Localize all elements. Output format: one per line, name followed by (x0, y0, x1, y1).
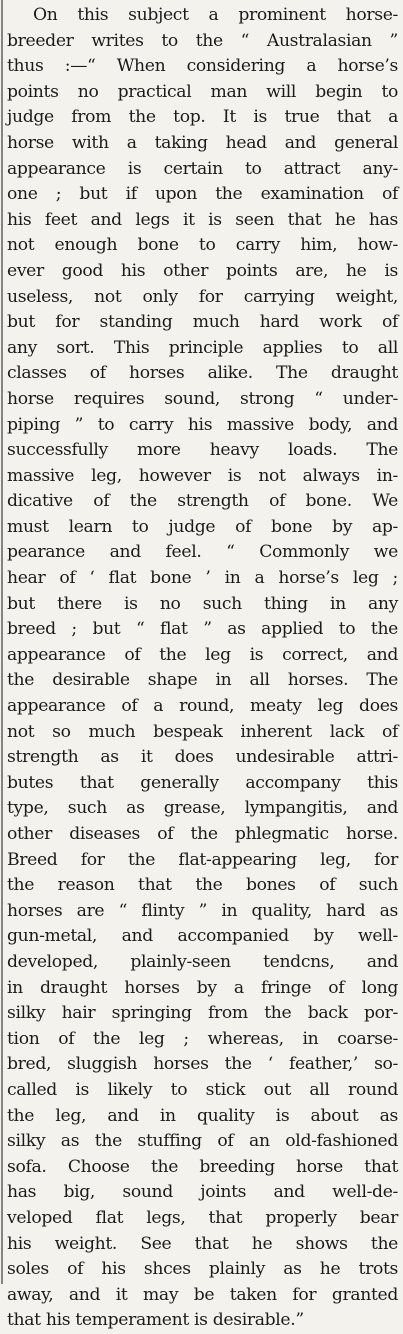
article-line: breed ; but “ flat ” as applied to the (7, 619, 398, 640)
article-line: not so much bespeak inherent lack of (7, 721, 398, 742)
article-line: strength as it does undesirable attri- (7, 747, 398, 768)
article-line: On this subject a prominent horse- (33, 5, 398, 25)
article-line: thus :—“ When considering a horse’s (7, 56, 398, 77)
article-line: massive leg, however is not always in- (7, 465, 398, 486)
article-line: classes of horses alike. The draught (7, 363, 398, 384)
article-line: the desirable shape in all horses. The (7, 670, 398, 691)
article-line: other diseases of the phlegmatic horse. (7, 824, 398, 844)
article-line: dicative of the strength of bone. We (7, 491, 398, 512)
article-line: veloped flat legs, that properly bear (7, 1207, 398, 1228)
article-line: bred, sluggish horses the ‘ feather,’ so- (7, 1054, 398, 1075)
article-line: but for standing much hard work of (7, 312, 398, 333)
article-line: horse requires sound, strong “ under- (7, 388, 398, 409)
article-line: away, and it may be taken for granted (7, 1284, 398, 1305)
article-line: in draught horses by a fringe of long (7, 977, 398, 998)
article-line: that his temperament is desirable.” (7, 1310, 304, 1331)
article-line: judge from the top. It is true that a (7, 107, 398, 128)
article-line: horse with a taking head and general (7, 132, 398, 153)
article-line: has big, sound joints and well-de- (7, 1182, 398, 1203)
article-line: piping ” to carry his massive body, and (7, 414, 398, 435)
article-line: silky hair springing from the back por- (7, 1003, 398, 1024)
article-line: type, such as grease, lympangitis, and (7, 798, 398, 819)
article-line: appearance is certain to attract any- (7, 158, 398, 179)
article-line: any sort. This principle applies to all (7, 337, 398, 358)
article-line: hear of ‘ flat bone ’ in a horse’s leg ; (7, 568, 398, 589)
article-line: gun-metal, and accompanied by well- (7, 926, 398, 947)
article-line: pearance and feel. “ Commonly we (7, 542, 398, 563)
article-line: successfully more heavy loads. The (7, 440, 398, 461)
article-line: his feet and legs it is seen that he has (7, 209, 398, 230)
article-line: silky as the stuffing of an old-fashioned (7, 1131, 398, 1152)
article-line: ever good his other points are, he is (7, 260, 398, 281)
article-line: called is likely to stick out all round (7, 1079, 398, 1100)
article-line: the reason that the bones of such (7, 875, 398, 896)
article-line: butes that generally accompany this (7, 772, 398, 793)
article-line: sofa. Choose the breeding horse that (7, 1156, 398, 1177)
article-line: not enough bone to carry him, how- (7, 235, 398, 256)
article-line: one ; but if upon the examination of (7, 184, 398, 205)
article-line: must learn to judge of bone by ap- (7, 516, 398, 537)
article-line: appearance of a round, meaty leg does (7, 696, 398, 717)
article-line: his weight. See that he shows the (7, 1233, 398, 1254)
article-line: points no practical man will begin to (7, 81, 398, 102)
article-line: but there is no such thing in any (7, 593, 398, 614)
article-line: Breed for the flat-appearing leg, for (7, 849, 398, 870)
article-line: the leg, and in quality is about as (7, 1105, 398, 1126)
article-line: soles of his shces plainly as he trots (7, 1259, 398, 1280)
article-line: developed, plainly-seen tendcns, and (7, 951, 398, 972)
article-line: horses are “ flinty ” in quality, hard as (7, 900, 398, 921)
article-line: tion of the leg ; whereas, in coarse- (7, 1028, 398, 1049)
article-line: appearance of the leg is correct, and (7, 644, 398, 665)
article-line: useless, not only for carrying weight, (7, 286, 398, 307)
article-line: breeder writes to the “ Australasian ” (7, 30, 398, 51)
